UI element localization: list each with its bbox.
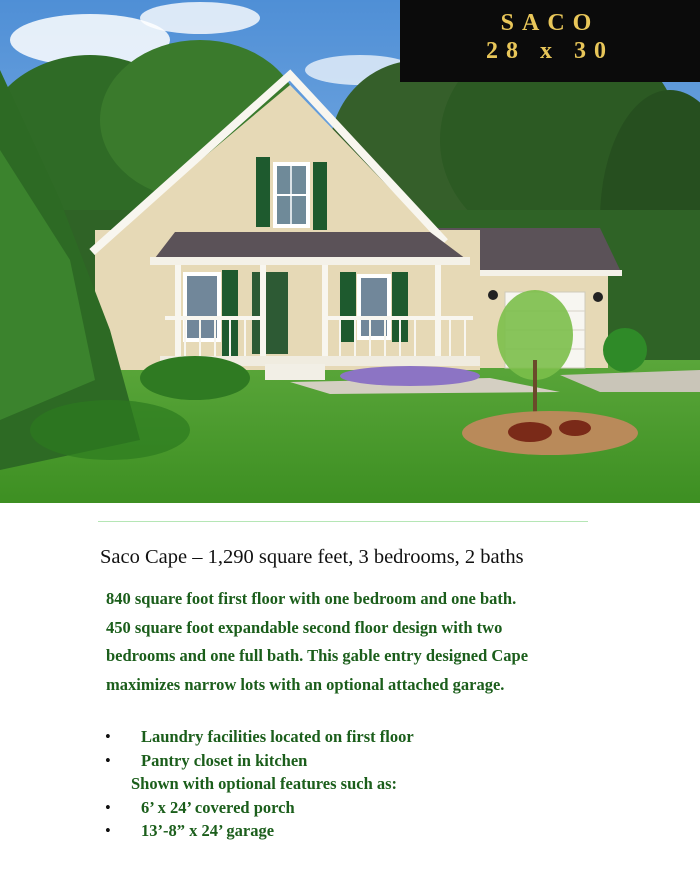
optional-features-intro [0, 772, 700, 796]
description-line: 840 square foot first floor with one bedroom and one bath. [106, 589, 517, 608]
bullet-icon: • [105, 797, 111, 817]
list-item [0, 749, 700, 773]
bullet-icon: • [105, 750, 111, 770]
section-divider [98, 521, 588, 522]
feature-list [0, 725, 700, 843]
model-headline: Saco Cape – 1,290 square feet, 3 bedrooms, 2 baths [100, 546, 524, 568]
feature-text: Pantry closet in kitchen [141, 750, 308, 770]
list-item [0, 796, 700, 820]
description-line: 450 square foot expandable second floor design with two [106, 617, 503, 637]
list-item [0, 725, 700, 749]
description-line: maximizes narrow lots with an optional attached garage. [106, 674, 505, 694]
model-title-box [400, 0, 700, 82]
bullet-icon: • [105, 727, 111, 746]
feature-text: 6’ x 24’ covered porch [141, 797, 295, 817]
model-description [106, 585, 636, 699]
feature-text: Laundry facilities located on first floor [141, 727, 414, 746]
list-item [0, 819, 700, 843]
description-line: bedrooms and one full bath. This gable entry designed Cape [106, 646, 529, 665]
model-name: SACO [500, 10, 600, 36]
bullet-icon: • [105, 821, 111, 840]
optional-intro-text: Shown with optional features such as: [131, 774, 398, 793]
feature-text: 13’-8” x 24’ garage [141, 821, 275, 840]
model-dimensions: 28 x 30 [486, 38, 614, 64]
